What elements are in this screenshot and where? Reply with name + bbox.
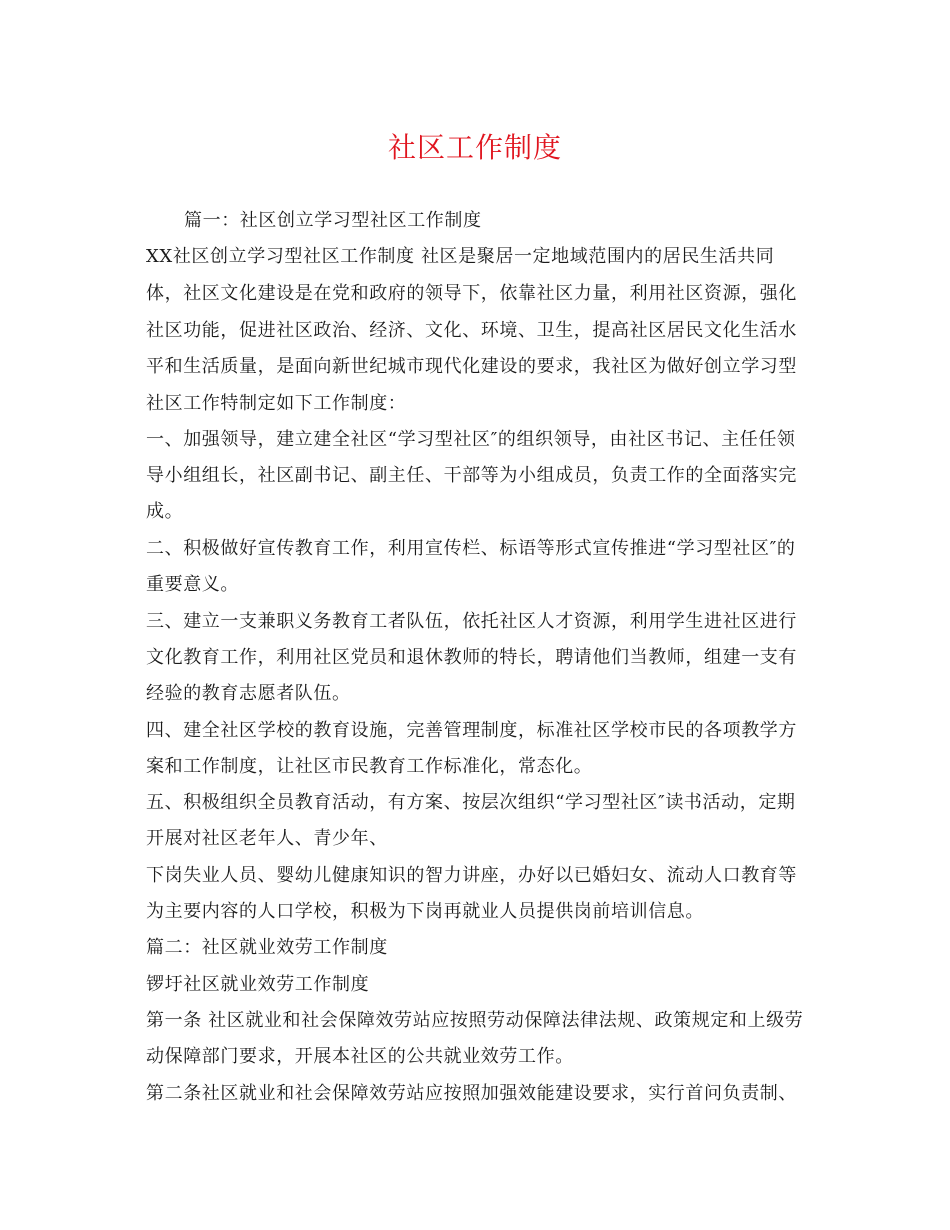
paragraph-line: 社区功能，促进社区政治、经济、文化、环境、卫生，提高社区居民文化生活水 bbox=[146, 320, 797, 341]
paragraph-line: 五、积极组织全员教育活动，有方案、按层次组织“学习型社区″读书活动，定期 bbox=[146, 792, 796, 813]
paragraph-line: 锣圩社区就业效劳工作制度 bbox=[146, 974, 370, 995]
paragraph-line: 成。 bbox=[146, 501, 184, 522]
paragraph-line: 重要意义。 bbox=[146, 574, 239, 595]
section-heading-2: 篇二：社区就业效劳工作制度 bbox=[146, 937, 388, 958]
paragraph-line: 经验的教育志愿者队伍。 bbox=[146, 683, 351, 704]
paragraph-line: 开展对社区老年人、青少年、 bbox=[146, 828, 388, 849]
paragraph-line: XX社区创立学习型社区工作制度 社区是聚居一定地域范围内的居民生活共同 bbox=[146, 246, 775, 267]
paragraph-line: 四、建全社区学校的教育设施，完善管理制度，标准社区学校市民的各项教学方 bbox=[146, 720, 797, 741]
paragraph-line: 一、加强领导，建立建全社区“学习型社区″的组织领导，由社区书记、主任任领 bbox=[146, 429, 796, 450]
paragraph-line: 第一条 社区就业和社会保障效劳站应按照劳动保障法律法规、政策规定和上级劳 bbox=[146, 1010, 804, 1031]
paragraph-line: 体，社区文化建设是在党和政府的领导下，依靠社区力量，利用社区资源，强化 bbox=[146, 283, 797, 304]
paragraph-line: 社区工作特制定如下工作制度： bbox=[146, 393, 407, 414]
paragraph-line: 为主要内容的人口学校，积极为下岗再就业人员提供岗前培训信息。 bbox=[146, 901, 704, 922]
paragraph-line: 三、建立一支兼职义务教育工者队伍，依托社区人才资源，利用学生进社区进行 bbox=[146, 611, 797, 632]
document-title: 社区工作制度 bbox=[387, 131, 562, 164]
paragraph-line: 下岗失业人员、婴幼儿健康知识的智力讲座，办好以已婚妇女、流动人口教育等 bbox=[146, 865, 797, 886]
paragraph-line: 二、积极做好宣传教育工作，利用宣传栏、标语等形式宣传推进“学习型社区″的 bbox=[146, 538, 796, 559]
paragraph-line: 第二条社区就业和社会保障效劳站应按照加强效能建设要求，实行首问负责制、 bbox=[146, 1083, 797, 1104]
section-heading-1: 篇一：社区创立学习型社区工作制度 bbox=[184, 210, 482, 231]
paragraph-line: 导小组组长，社区副书记、副主任、干部等为小组成员，负责工作的全面落实完 bbox=[146, 465, 797, 486]
paragraph-line: 案和工作制度，让社区市民教育工作标准化，常态化。 bbox=[146, 756, 593, 777]
paragraph-line: 动保障部门要求，开展本社区的公共就业效劳工作。 bbox=[146, 1046, 574, 1067]
paragraph-line: 文化教育工作，利用社区党员和退休教师的特长，聘请他们当教师，组建一支有 bbox=[146, 647, 797, 668]
paragraph-line: 平和生活质量，是面向新世纪城市现代化建设的要求，我社区为做好创立学习型 bbox=[146, 356, 797, 377]
